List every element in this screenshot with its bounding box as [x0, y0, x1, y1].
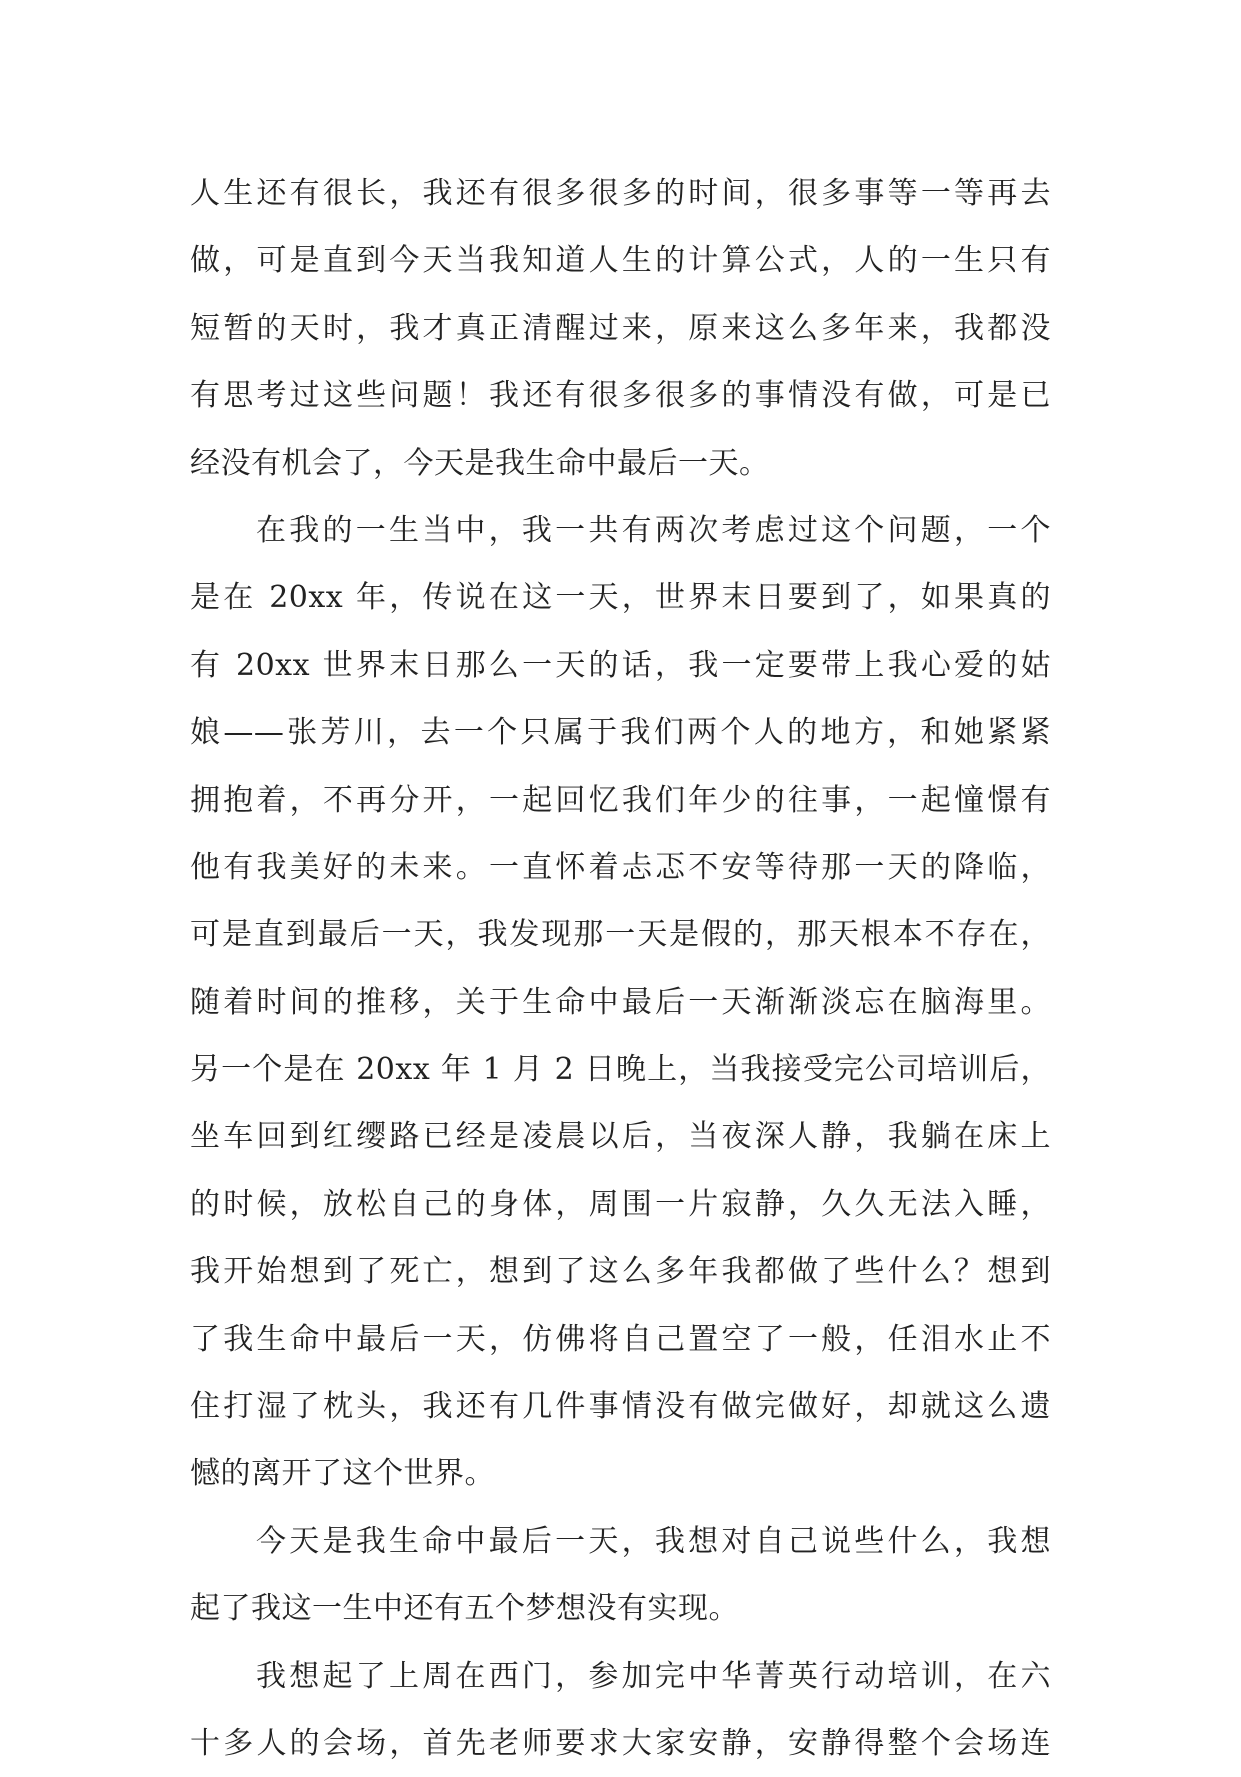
text-line: 短暂的天时，我才真正清醒过来，原来这么多年来，我都没: [190, 310, 1051, 346]
paragraph-3: [190, 1508, 1051, 1643]
text-line: 的时候，放松自己的身体，周围一片寂静，久久无法入睡，: [190, 1186, 1051, 1222]
text-line: 在我的一生当中，我一共有两次考虑过这个问题，一个: [256, 512, 1051, 548]
text-line: 娘——张芳川，去一个只属于我们两个人的地方，和她紧紧: [190, 715, 1051, 751]
text-line: 可是直到最后一天，我发现那一天是假的，那天根本不存在，: [190, 917, 1051, 953]
text-line: 经没有机会了，今天是我生命中最后一天。: [190, 445, 770, 481]
text-line: 人生还有很长，我还有很多很多的时间，很多事等一等再去: [190, 176, 1051, 211]
text-line: 有思考过这些问题！我还有很多很多的事情没有做，可是已: [190, 378, 1051, 414]
text-line: 拥抱着，不再分开，一起回忆我们年少的往事，一起憧憬有: [190, 782, 1051, 818]
text-line: 坐车回到红缨路已经是凌晨以后，当夜深人静，我躺在床上: [190, 1119, 1051, 1155]
text-line: 今天是我生命中最后一天，我想对自己说些什么，我想: [256, 1523, 1051, 1559]
text-line: 他有我美好的未来。一直怀着忐忑不安等待那一天的降临，: [190, 849, 1051, 885]
text-line: 是在 20xx 年，传说在这一天，世界末日要到了，如果真的: [190, 580, 1051, 616]
paragraph-1: [190, 160, 1051, 497]
text-line: 十多人的会场，首先老师要求大家安静，安静得整个会场连: [190, 1725, 1051, 1761]
text-line: 另一个是在 20xx 年 1 月 2 日晚上，当我接受完公司培训后，: [190, 1052, 1051, 1088]
text-line: 我想起了上周在西门，参加完中华菁英行动培训，在六: [256, 1658, 1051, 1694]
document-body: [190, 160, 1051, 1777]
paragraph-4: [190, 1643, 1051, 1777]
text-line: 有 20xx 世界末日那么一天的话，我一定要带上我心爱的姑: [190, 647, 1051, 683]
text-line: 了我生命中最后一天，仿佛将自己置空了一般，任泪水止不: [190, 1321, 1051, 1357]
text-line: 我开始想到了死亡，想到了这么多年我都做了些什么？想到: [190, 1254, 1051, 1290]
text-line: 做，可是直到今天当我知道人生的计算公式，人的一生只有: [190, 243, 1051, 279]
paragraph-2: [190, 497, 1051, 1508]
text-line: 随着时间的推移，关于生命中最后一天渐渐淡忘在脑海里。: [190, 984, 1051, 1020]
text-line: 起了我这一生中还有五个梦想没有实现。: [190, 1591, 739, 1627]
text-line: 住打湿了枕头，我还有几件事情没有做完做好，却就这么遗: [190, 1389, 1051, 1425]
text-line: 憾的离开了这个世界。: [190, 1456, 495, 1492]
